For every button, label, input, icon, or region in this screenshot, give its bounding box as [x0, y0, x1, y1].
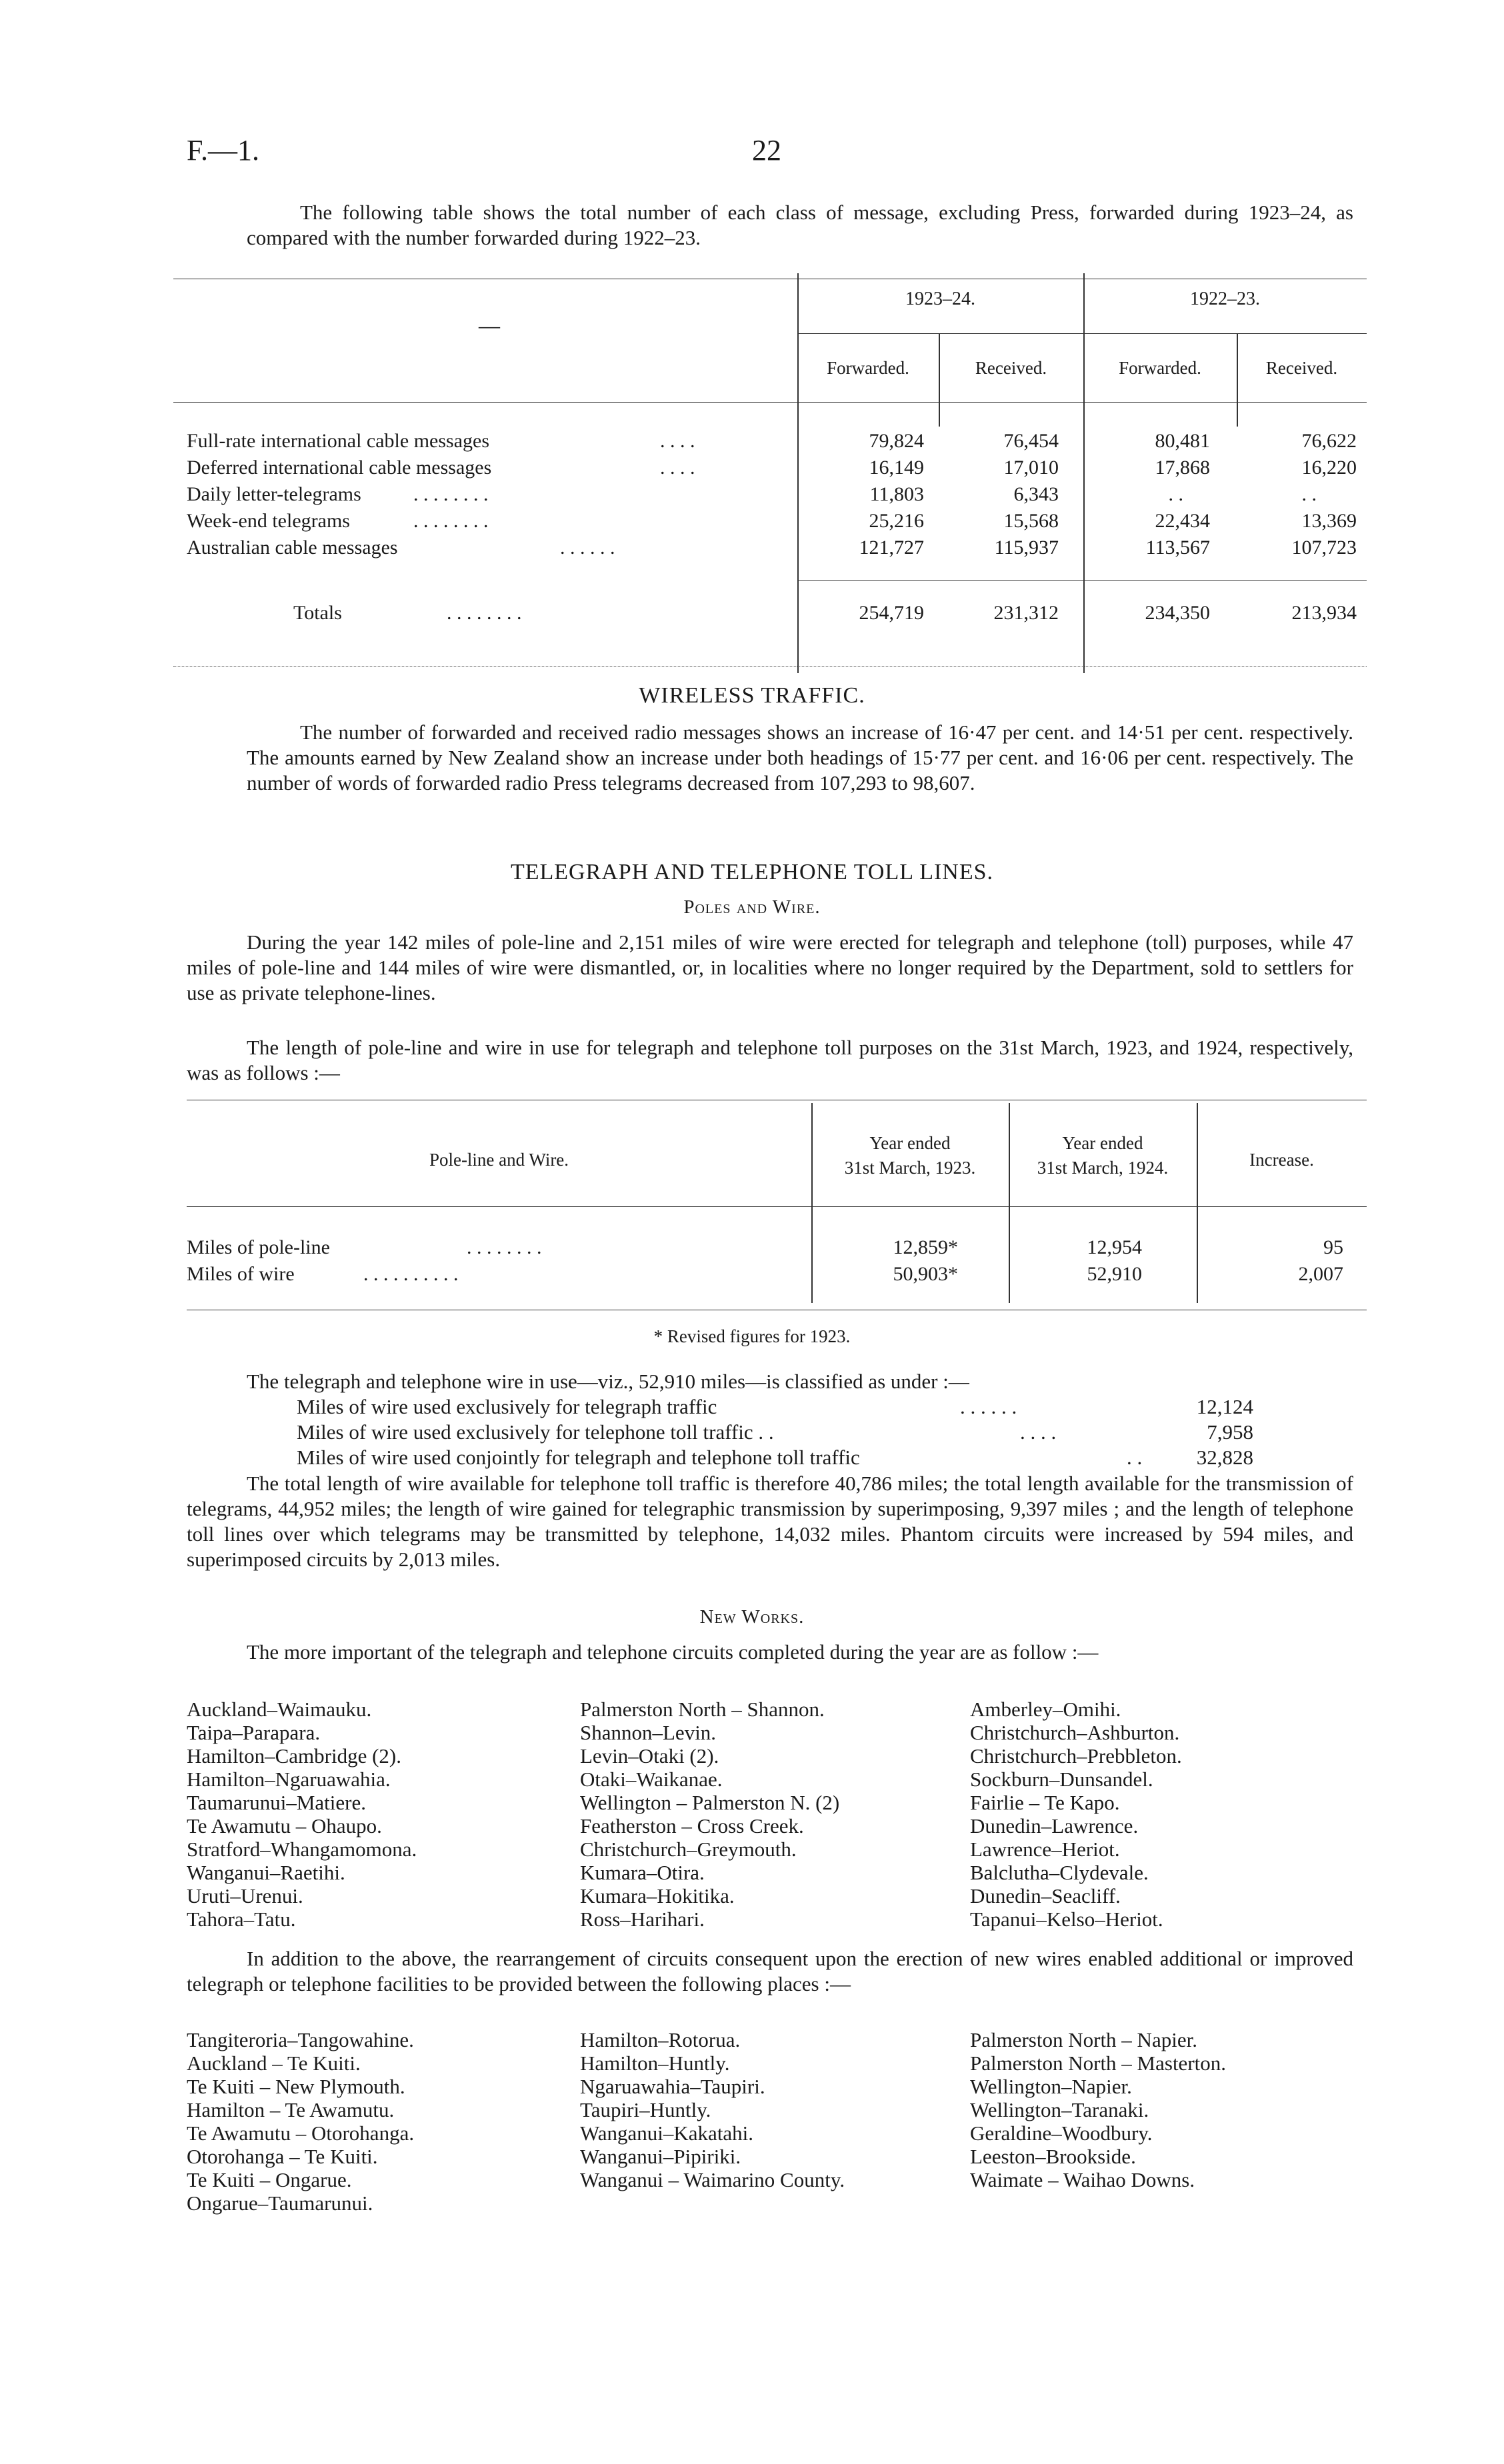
- section-code: F.—1.: [187, 134, 259, 167]
- rearrangement-column-1: [187, 2028, 414, 2215]
- msg-row-value: . .: [1301, 483, 1317, 505]
- msg-row-value: 79,824: [869, 430, 924, 452]
- circuit-item: Christchurch–Ashburton.: [970, 1721, 1180, 1744]
- msg-row-value: 107,723: [1291, 537, 1357, 559]
- place-pair-item: Tangiteroria–Tangowahine.: [187, 2028, 414, 2051]
- circuit-item: Otaki–Waikanae.: [580, 1768, 723, 1791]
- msg-row-value: 15,568: [1003, 510, 1059, 532]
- circuit-item: Fairlie – Te Kapo.: [970, 1791, 1120, 1814]
- place-pair-item: Wanganui–Pipiriki.: [580, 2145, 741, 2168]
- subheader-received-2: Received.: [1265, 358, 1338, 378]
- toll-para-2-text: The length of pole-line and wire in use for telegraph and telephone toll purposes on the 31st March, 1923, and 1924, respectively, was as follows :—: [187, 1036, 1353, 1084]
- circuit-item: Sockburn–Dunsandel.: [970, 1768, 1153, 1791]
- place-pair-item: Palmerston North – Napier.: [970, 2028, 1197, 2051]
- wire-class-label: Miles of wire used exclusively for telephone toll traffic . .: [297, 1420, 774, 1444]
- place-pair-item: Wanganui–Kakatahi.: [580, 2121, 754, 2145]
- circuit-item: Uruti–Urenui.: [187, 1884, 303, 1907]
- place-pair-item: Leeston–Brookside.: [970, 2145, 1136, 2168]
- circuit-item: Te Awamutu – Ohaupo.: [187, 1814, 382, 1838]
- place-pair-item: Ngaruawahia–Taupiri.: [580, 2075, 765, 2098]
- circuit-item: Dunedin–Seacliff.: [970, 1884, 1121, 1907]
- pole-table-footnote: * Revised figures for 1923.: [653, 1326, 851, 1346]
- circuit-item: Balclutha–Clydevale.: [970, 1861, 1149, 1884]
- circuit-item: Palmerston North – Shannon.: [580, 1698, 825, 1721]
- circuit-item: Christchurch–Prebbleton.: [970, 1744, 1182, 1768]
- msg-row-label: Full-rate international cable messages: [187, 430, 489, 452]
- place-pair-item: Geraldine–Woodbury.: [970, 2121, 1153, 2145]
- circuit-item: Taipa–Parapara.: [187, 1721, 321, 1744]
- circuit-item: Shannon–Levin.: [580, 1721, 717, 1744]
- new-works-column-2: [580, 1698, 839, 1931]
- wire-class-leaders: . .: [1127, 1446, 1143, 1469]
- wire-class-intro: The telegraph and telephone wire in use—viz., 52,910 miles—is classified as under :—: [247, 1370, 969, 1393]
- place-pair-item: Auckland – Te Kuiti.: [187, 2051, 361, 2075]
- pole-row-label: Miles of wire: [187, 1263, 295, 1285]
- msg-row-value: 76,454: [1003, 430, 1059, 452]
- toll-lines-heading: TELEGRAPH AND TELEPHONE TOLL LINES.: [510, 860, 994, 884]
- place-pair-item: Wanganui – Waimarino County.: [580, 2168, 845, 2191]
- rearrangement-column-3: [970, 2028, 1226, 2191]
- wire-class-label: Miles of wire used conjointly for telegraph and telephone toll traffic: [297, 1446, 860, 1469]
- totals-value: 213,934: [1291, 602, 1357, 624]
- pole-row-leaders: . . . . . . . .: [467, 1236, 542, 1258]
- totals-value: 254,719: [859, 602, 924, 624]
- rearrangement-column-2: [580, 2028, 845, 2191]
- msg-row-leaders: . . . .: [660, 430, 695, 452]
- totals-leaders: . . . . . . . .: [447, 602, 522, 624]
- circuit-item: Featherston – Cross Creek.: [580, 1814, 804, 1838]
- pole-row-label: Miles of pole-line: [187, 1236, 330, 1258]
- pole-row-leaders: . . . . . . . . . .: [363, 1263, 459, 1285]
- circuit-item: Ross–Harihari.: [580, 1907, 705, 1931]
- pole-row-value: 50,903*: [893, 1263, 958, 1285]
- msg-row-value: 17,868: [1155, 457, 1210, 479]
- wireless-heading: WIRELESS TRAFFIC.: [639, 683, 865, 708]
- msg-row-value: 6,343: [1013, 483, 1059, 505]
- msg-row-value: . .: [1168, 483, 1183, 505]
- subheader-received-1: Received.: [975, 358, 1047, 378]
- pole-row-value: 2,007: [1298, 1263, 1343, 1285]
- circuit-item: Tahora–Tatu.: [187, 1907, 296, 1931]
- wire-class-value: 7,958: [1207, 1420, 1253, 1444]
- msg-row-value: 17,010: [1003, 457, 1059, 479]
- pole-row-value: 12,859*: [893, 1236, 958, 1258]
- toll-para-2: [187, 1035, 1353, 1086]
- msg-row-value: 76,622: [1301, 430, 1357, 452]
- place-pair-item: Wellington–Napier.: [970, 2075, 1132, 2098]
- pole-row-value: 95: [1323, 1236, 1343, 1258]
- toll-para-1: [187, 930, 1353, 1006]
- pole-table-header-1924b: 31st March, 1924.: [1037, 1158, 1169, 1178]
- pole-row-value: 12,954: [1087, 1236, 1142, 1258]
- subheader-forwarded-2: Forwarded.: [1119, 358, 1201, 378]
- circuit-item: Dunedin–Lawrence.: [970, 1814, 1139, 1838]
- msg-row-value: 113,567: [1145, 537, 1210, 559]
- wireless-paragraph: [247, 720, 1353, 796]
- msg-row-value: 16,220: [1301, 457, 1357, 479]
- place-pair-item: Te Awamutu – Otorohanga.: [187, 2121, 415, 2145]
- msg-row-leaders: . . . . . . . .: [413, 510, 489, 532]
- totals-value: 234,350: [1145, 602, 1210, 624]
- toll-para-1-text: During the year 142 miles of pole-line and 2,151 miles of wire were erected for telegraph and telephone (toll) purposes, while 47 miles of pole-line and 144 miles of wire were dismantled, or, in localities where no longer required by the Department, sold to settlers for use as private telephone-lines.: [187, 930, 1353, 1004]
- msg-row-value: 115,937: [994, 537, 1059, 559]
- msg-row-value: 11,803: [869, 483, 924, 505]
- place-pair-item: Te Kuiti – New Plymouth.: [187, 2075, 405, 2098]
- wire-summary-text: The total length of wire available for telephone toll traffic is therefore 40,786 miles; the total length available for the transmission of telegrams, 44,952 miles; the length of wire gained for telegraphic transmission by superimposing, 9,397 miles ; and the length of telephone toll lines over which telegrams may be transmitted by telephone, 14,032 miles. Phantom circuits were increased by 594 miles, and superimposed circuits by 2,013 miles.: [187, 1472, 1353, 1571]
- wire-summary-paragraph: [187, 1471, 1353, 1572]
- totals-value: 231,312: [993, 602, 1059, 624]
- msg-row-label: Deferred international cable messages: [187, 457, 492, 479]
- place-pair-item: Ongarue–Taumarunui.: [187, 2191, 373, 2215]
- pole-table-header-1923b: 31st March, 1923.: [844, 1158, 976, 1178]
- circuit-item: Tapanui–Kelso–Heriot.: [970, 1907, 1163, 1931]
- pole-table-header-1923a: Year ended: [869, 1133, 951, 1153]
- place-pair-item: Wellington–Taranaki.: [970, 2098, 1149, 2121]
- msg-row-value: 13,369: [1301, 510, 1357, 532]
- pole-row-value: 52,910: [1087, 1263, 1142, 1285]
- circuit-item: Wanganui–Raetihi.: [187, 1861, 345, 1884]
- intro-text: The following table shows the total number of each class of message, excluding Press, forwarded during 1923–24, as compared with the number forwarded during 1922–23.: [247, 201, 1353, 249]
- place-pair-item: Hamilton – Te Awamutu.: [187, 2098, 395, 2121]
- poles-wire-subheading: Poles and Wire.: [683, 896, 821, 918]
- page-number: 22: [752, 134, 781, 167]
- msg-row-label: Australian cable messages: [187, 537, 398, 559]
- circuit-item: Amberley–Omihi.: [970, 1698, 1121, 1721]
- msg-row-value: 22,434: [1155, 510, 1210, 532]
- rearrangement-intro: [187, 1946, 1353, 1997]
- circuit-item: Kumara–Hokitika.: [580, 1884, 735, 1907]
- msg-row-leaders: . . . . . .: [560, 537, 615, 559]
- new-works-heading: New Works.: [699, 1606, 805, 1628]
- place-pair-item: Waimate – Waihao Downs.: [970, 2168, 1195, 2191]
- place-pair-item: Te Kuiti – Ongarue.: [187, 2168, 352, 2191]
- circuit-item: Stratford–Whangamomona.: [187, 1838, 417, 1861]
- place-pair-item: Palmerston North – Masterton.: [970, 2051, 1227, 2075]
- circuit-item: Hamilton–Cambridge (2).: [187, 1744, 401, 1768]
- rearrangement-intro-text: In addition to the above, the rearrangement of circuits consequent upon the erection of new wires enabled additional or improved telegraph or telephone facilities to be provided between the following places :—: [187, 1947, 1353, 1995]
- circuit-item: Hamilton–Ngaruawahia.: [187, 1768, 391, 1791]
- year-header-1922-23: 1922–23.: [1190, 289, 1260, 309]
- totals-label: Totals: [293, 602, 342, 624]
- msg-row-value: 16,149: [869, 457, 924, 479]
- circuit-item: Wellington – Palmerston N. (2): [580, 1791, 840, 1814]
- circuit-item: Kumara–Otira.: [580, 1861, 705, 1884]
- place-pair-item: Hamilton–Rotorua.: [580, 2028, 741, 2051]
- new-works-intro: [187, 1640, 1353, 1665]
- circuit-item: Levin–Otaki (2).: [580, 1744, 719, 1768]
- place-pair-item: Taupiri–Huntly.: [580, 2098, 711, 2121]
- circuit-item: Lawrence–Heriot.: [970, 1838, 1120, 1861]
- wire-class-value: 12,124: [1196, 1395, 1253, 1418]
- msg-row-label: Week-end telegrams: [187, 510, 350, 532]
- msg-row-label: Daily letter-telegrams: [187, 483, 361, 505]
- year-header-1923-24: 1923–24.: [905, 289, 975, 309]
- circuit-item: Auckland–Waimauku.: [187, 1698, 372, 1721]
- wire-class-value: 32,828: [1196, 1446, 1253, 1469]
- wire-class-label: Miles of wire used exclusively for telegraph traffic: [297, 1395, 717, 1418]
- subheader-forwarded-1: Forwarded.: [827, 358, 909, 378]
- new-works-column-1: [187, 1698, 417, 1931]
- pole-table-header-1924a: Year ended: [1062, 1133, 1143, 1153]
- stub-header: —: [479, 313, 500, 337]
- pole-table-header-increase: Increase.: [1249, 1150, 1314, 1170]
- wireless-text: The number of forwarded and received radio messages shows an increase of 16·47 per cent. and 14·51 per cent. respectively. The amounts earned by New Zealand show an increase under both headings of 15·77 per cent. and 16·06 per cent. respectively. The number of words of forwarded radio Press telegrams decreased from 107,293 to 98,607.: [247, 720, 1353, 794]
- intro-paragraph: [247, 200, 1353, 251]
- new-works-column-3: [970, 1698, 1182, 1931]
- place-pair-item: Otorohanga – Te Kuiti.: [187, 2145, 378, 2168]
- wire-class-leaders: . . . .: [1020, 1420, 1057, 1444]
- place-pair-item: Hamilton–Huntly.: [580, 2051, 730, 2075]
- circuit-item: Taumarunui–Matiere.: [187, 1791, 366, 1814]
- wire-class-leaders: . . . . . .: [960, 1395, 1017, 1418]
- pole-table-stub-header: Pole-line and Wire.: [429, 1150, 569, 1170]
- msg-row-value: 25,216: [869, 510, 924, 532]
- new-works-intro-text: The more important of the telegraph and telephone circuits completed during the year are as follow :—: [247, 1640, 1099, 1664]
- msg-row-leaders: . . . .: [660, 457, 695, 479]
- circuit-item: Christchurch–Greymouth.: [580, 1838, 797, 1861]
- msg-row-value: 80,481: [1155, 430, 1210, 452]
- msg-row-value: 121,727: [859, 537, 924, 559]
- msg-row-leaders: . . . . . . . .: [413, 483, 489, 505]
